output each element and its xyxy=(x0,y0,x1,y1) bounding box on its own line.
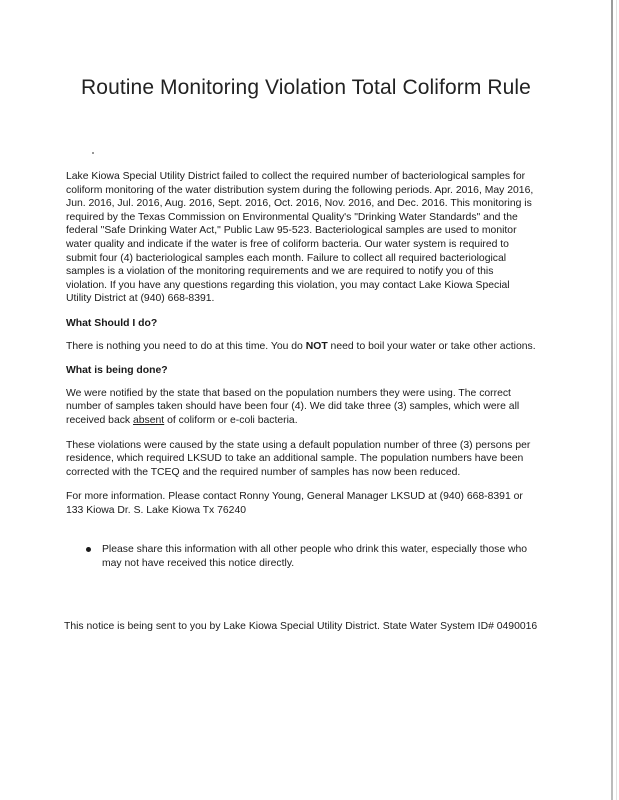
document-title: Routine Monitoring Violation Total Coliform Rule xyxy=(81,76,531,99)
section-paragraph-cause: These violations were caused by the state using a default population number of three (3) persons per residence, which required LKSUD to take an additional sample. The population numbers have been corrected with the TCEQ and the required number of samples has now been reduced. xyxy=(66,439,531,478)
text-run: of coliform or e-coli bacteria. xyxy=(164,414,298,426)
section-paragraph-what-should-i-do xyxy=(66,340,536,354)
scan-edge-shadow xyxy=(616,0,617,800)
text-run: There is nothing you need to do at this time. You do xyxy=(66,340,306,352)
underlined-text-absent: absent xyxy=(133,414,165,426)
text-run: We were notified by the state that based on the population numbers they were using. The correct number of samples taken should have been four (4). We did take three (3) samples, which were all received back xyxy=(66,387,520,426)
section-paragraph-notification xyxy=(66,387,536,428)
section-heading-what-should-i-do: What Should I do? xyxy=(66,317,158,329)
bold-text-not: NOT xyxy=(305,340,328,352)
scan-edge-line xyxy=(611,0,613,800)
intro-paragraph: Lake Kiowa Special Utility District failed to collect the required number of bacteriological samples for coliform monitoring of the water distribution system during the following periods. Apr. 2016, May 2016, Jun. 2016, Jul. 2016, Aug. 2016, Sept. 2016, Oct. 2016, Nov. 2016, and Dec. 2016. This monitoring is required by the Texas Commission on Environmental Quality's "Drinking Water Standards" and the federal "Safe Drinking Water Act," Public Law 95-523. Bacteriological samples are used to monitor water quality and indicate if the water is free of coliform bacteria. Our water system is required to submit four (4) bacteriological samples each month. Failure to collect all required bacteriological samples is a violation of the monitoring requirements and we are required to notify you of this violation. If you have any questions regarding this violation, you may contact Lake Kiowa Special Utility District at (940) 668-8391. xyxy=(66,171,534,305)
list-item: Please share this information with all other people who drink this water, especially those who may not have received this notice directly. xyxy=(86,543,536,570)
document-body xyxy=(66,170,536,571)
bullet-list xyxy=(66,543,536,570)
text-run: need to boil your water or take other actions. xyxy=(327,340,536,352)
contact-paragraph: For more information. Please contact Ronny Young, General Manager LKSUD at (940) 668-8391 or 133 Kiowa Dr. S. Lake Kiowa Tx 76240 xyxy=(66,491,523,516)
footer-notice: This notice is being sent to you by Lake Kiowa Special Utility District. State Water System ID# 0490016 xyxy=(64,621,538,632)
scan-speck xyxy=(92,152,94,154)
section-heading-what-is-being-done: What is being done? xyxy=(66,365,168,377)
